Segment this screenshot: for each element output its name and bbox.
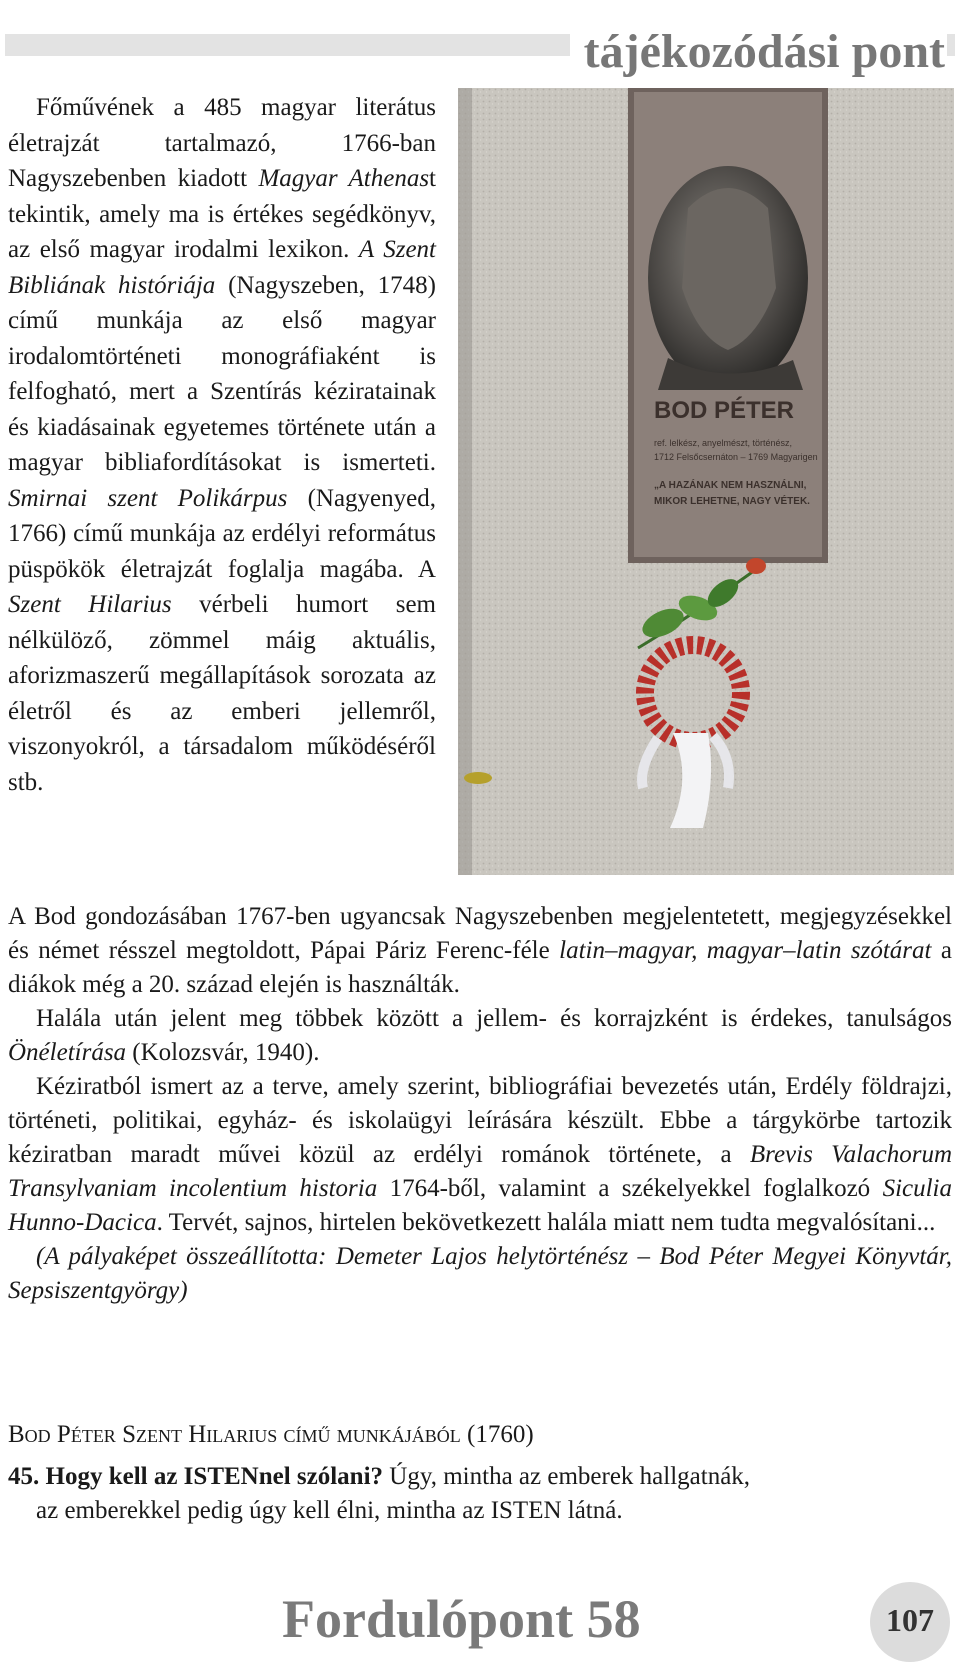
- body-text: [8, 900, 952, 1308]
- svg-text:ref. lelkész, anyelmészt, tört: ref. lelkész, anyelmészt, történész,: [654, 438, 793, 448]
- quote-heading: Bod Péter Szent Hilarius című munkájából (1760): [8, 1421, 534, 1448]
- column-text: [8, 90, 436, 800]
- credit-line: (A pályaképet összeállította: Demeter Lajos helytörténész – Bod Péter Megyei Könyvtár, Sepsiszentgyörgy): [8, 1243, 952, 1304]
- page-number: 107: [886, 1602, 934, 1638]
- paragraph-autobiography: Halála után jelent meg többek között a jellem- és korrajzként is érdekes, tanulságos Önéletírása (Kolozsvár, 1940).: [8, 1005, 952, 1066]
- page-number-badge: [870, 1582, 950, 1662]
- section-title: tájékozódási pont: [570, 28, 947, 76]
- quote-question: 45. Hogy kell az ISTENnel szólani?: [8, 1463, 384, 1490]
- quote-answer-a: Úgy, mintha az emberek hallgatnák,: [383, 1463, 751, 1490]
- svg-text:MIKOR LEHETNE, NAGY VÉTEK.: MIKOR LEHETNE, NAGY VÉTEK.: [654, 496, 810, 507]
- paragraph-dictionary: A Bod gondozásában 1767-ben ugyancsak Nagyszebenben megjelentetett, megjegyzésekkel és német résszel megtoldott, Pápai Páriz Ferenc-féle latin–magyar, magyar–latin szótárat a diákok még a 20. század elején is használták.: [8, 903, 952, 998]
- quote-body: [8, 1460, 952, 1528]
- svg-text:„A HAZÁNAK NEM HASZNÁLNI,: „A HAZÁNAK NEM HASZNÁLNI,: [654, 480, 807, 491]
- header-bar: [5, 25, 955, 78]
- quote-answer-b: az emberekkel pedig úgy kell élni, mintha az ISTEN látná.: [36, 1497, 623, 1524]
- paragraph-manuscripts: Kéziratból ismert az a terve, amely szerint, bibliográfiai bevezetés után, Erdély földrajzi, történeti, politikai, egyház- és iskolaügyi leírására készült. Ebbe a tárgykörbe tartozik kéziratban maradt művei közül az erdélyi románok története, a Brevis Valachorum Transylvaniam incolentium historia 1764-ből, valamint a székelyekkel foglalkozó Siculia Hunno-Dacica. Tervét, sajnos, hirtelen bekövetkezett halála miatt nem tudta megvalósítani...: [8, 1073, 952, 1236]
- svg-text:1712 Felsőcsernáton – 1769 Mag: 1712 Felsőcsernáton – 1769 Magyarigen: [654, 452, 818, 462]
- svg-text:BOD PÉTER: BOD PÉTER: [654, 397, 795, 424]
- paragraph-main-works: Főművének a 485 magyar literátus életrajzát tartalmazó, 1766-ban Nagyszebenben kiadott Magyar Athenast tekintik, amely ma is értékes segédkönyv, az első magyar irodalmi lexikon. A Szent Bibliának históriája (Nagyszeben, 1748) című munkája az első magyar irodalomtörténeti monográfiaként is felfogható, mert a Szentírás kéziratainak és kiadásainak egyetemes története után a magyar bibliafordításokat is ismerteti. Smirnai szent Polikárpus (Nagyenyed, 1766) című munkája az erdélyi református püspökök életrajzát foglalja magába. A Szent Hilarius vérbeli humort sem nélkülöző, zömmel máig aktuális, aforizmaszerű megállapítások sorozata az életről és az emberi jellemről, viszonyokról, a társadalom működéséről stb.: [8, 94, 437, 796]
- memorial-plaque-photo: [458, 88, 954, 875]
- footer-title: Fordulópont 58: [282, 1589, 641, 1649]
